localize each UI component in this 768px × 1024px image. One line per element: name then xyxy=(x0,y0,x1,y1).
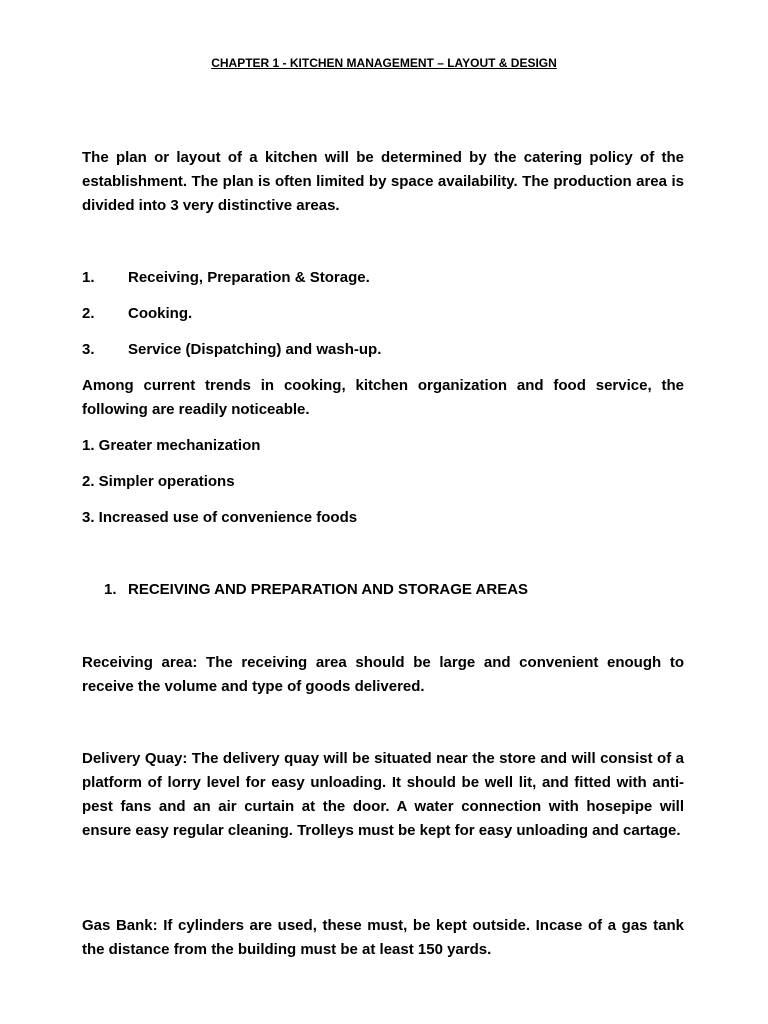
receiving-area-paragraph: Receiving area: The receiving area should be large and convenient enough to receive the volume and type of goods delivered. xyxy=(82,654,684,695)
delivery-quay-paragraph: Delivery Quay: The delivery quay will be situated near the store and will consist of a platform of lorry level for easy unloading. It should be well lit, and fitted with anti-pest fans and an air curtain at the door. A water connection with hosepipe will ensure easy regular cleaning. Trolleys must be kept for easy unloading and cartage. xyxy=(82,750,684,839)
trend-item-2: 2. Simpler operations xyxy=(82,473,235,490)
area-item-1 xyxy=(82,266,370,290)
chapter-title: CHAPTER 1 - KITCHEN MANAGEMENT – LAYOUT & DESIGN xyxy=(211,56,557,70)
trend-item-1: 1. Greater mechanization xyxy=(82,437,261,454)
area-item-3 xyxy=(82,338,381,362)
section-number: 1. xyxy=(104,581,117,598)
area-item-2 xyxy=(82,302,192,326)
gas-bank-paragraph: Gas Bank: If cylinders are used, these must, be kept outside. Incase of a gas tank the distance from the building must be at least 150 yards. xyxy=(82,917,684,958)
area-item-number: 3. xyxy=(82,341,95,358)
intro-paragraph: The plan or layout of a kitchen will be determined by the catering policy of the establishment. The plan is often limited by space availability. The production area is divided into 3 very distinctive areas. xyxy=(82,149,684,214)
area-item-number: 2. xyxy=(82,305,95,322)
trend-item-3: 3. Increased use of convenience foods xyxy=(82,509,358,526)
area-item-text: Receiving, Preparation & Storage. xyxy=(128,269,370,286)
area-item-number: 1. xyxy=(82,269,95,286)
section-heading-text: RECEIVING AND PREPARATION AND STORAGE AREAS xyxy=(128,581,529,598)
trends-intro-paragraph: Among current trends in cooking, kitchen organization and food service, the following are readily noticeable. xyxy=(82,377,684,418)
area-item-text: Cooking. xyxy=(128,305,193,322)
section-heading xyxy=(104,578,528,602)
area-item-text: Service (Dispatching) and wash-up. xyxy=(128,341,382,358)
